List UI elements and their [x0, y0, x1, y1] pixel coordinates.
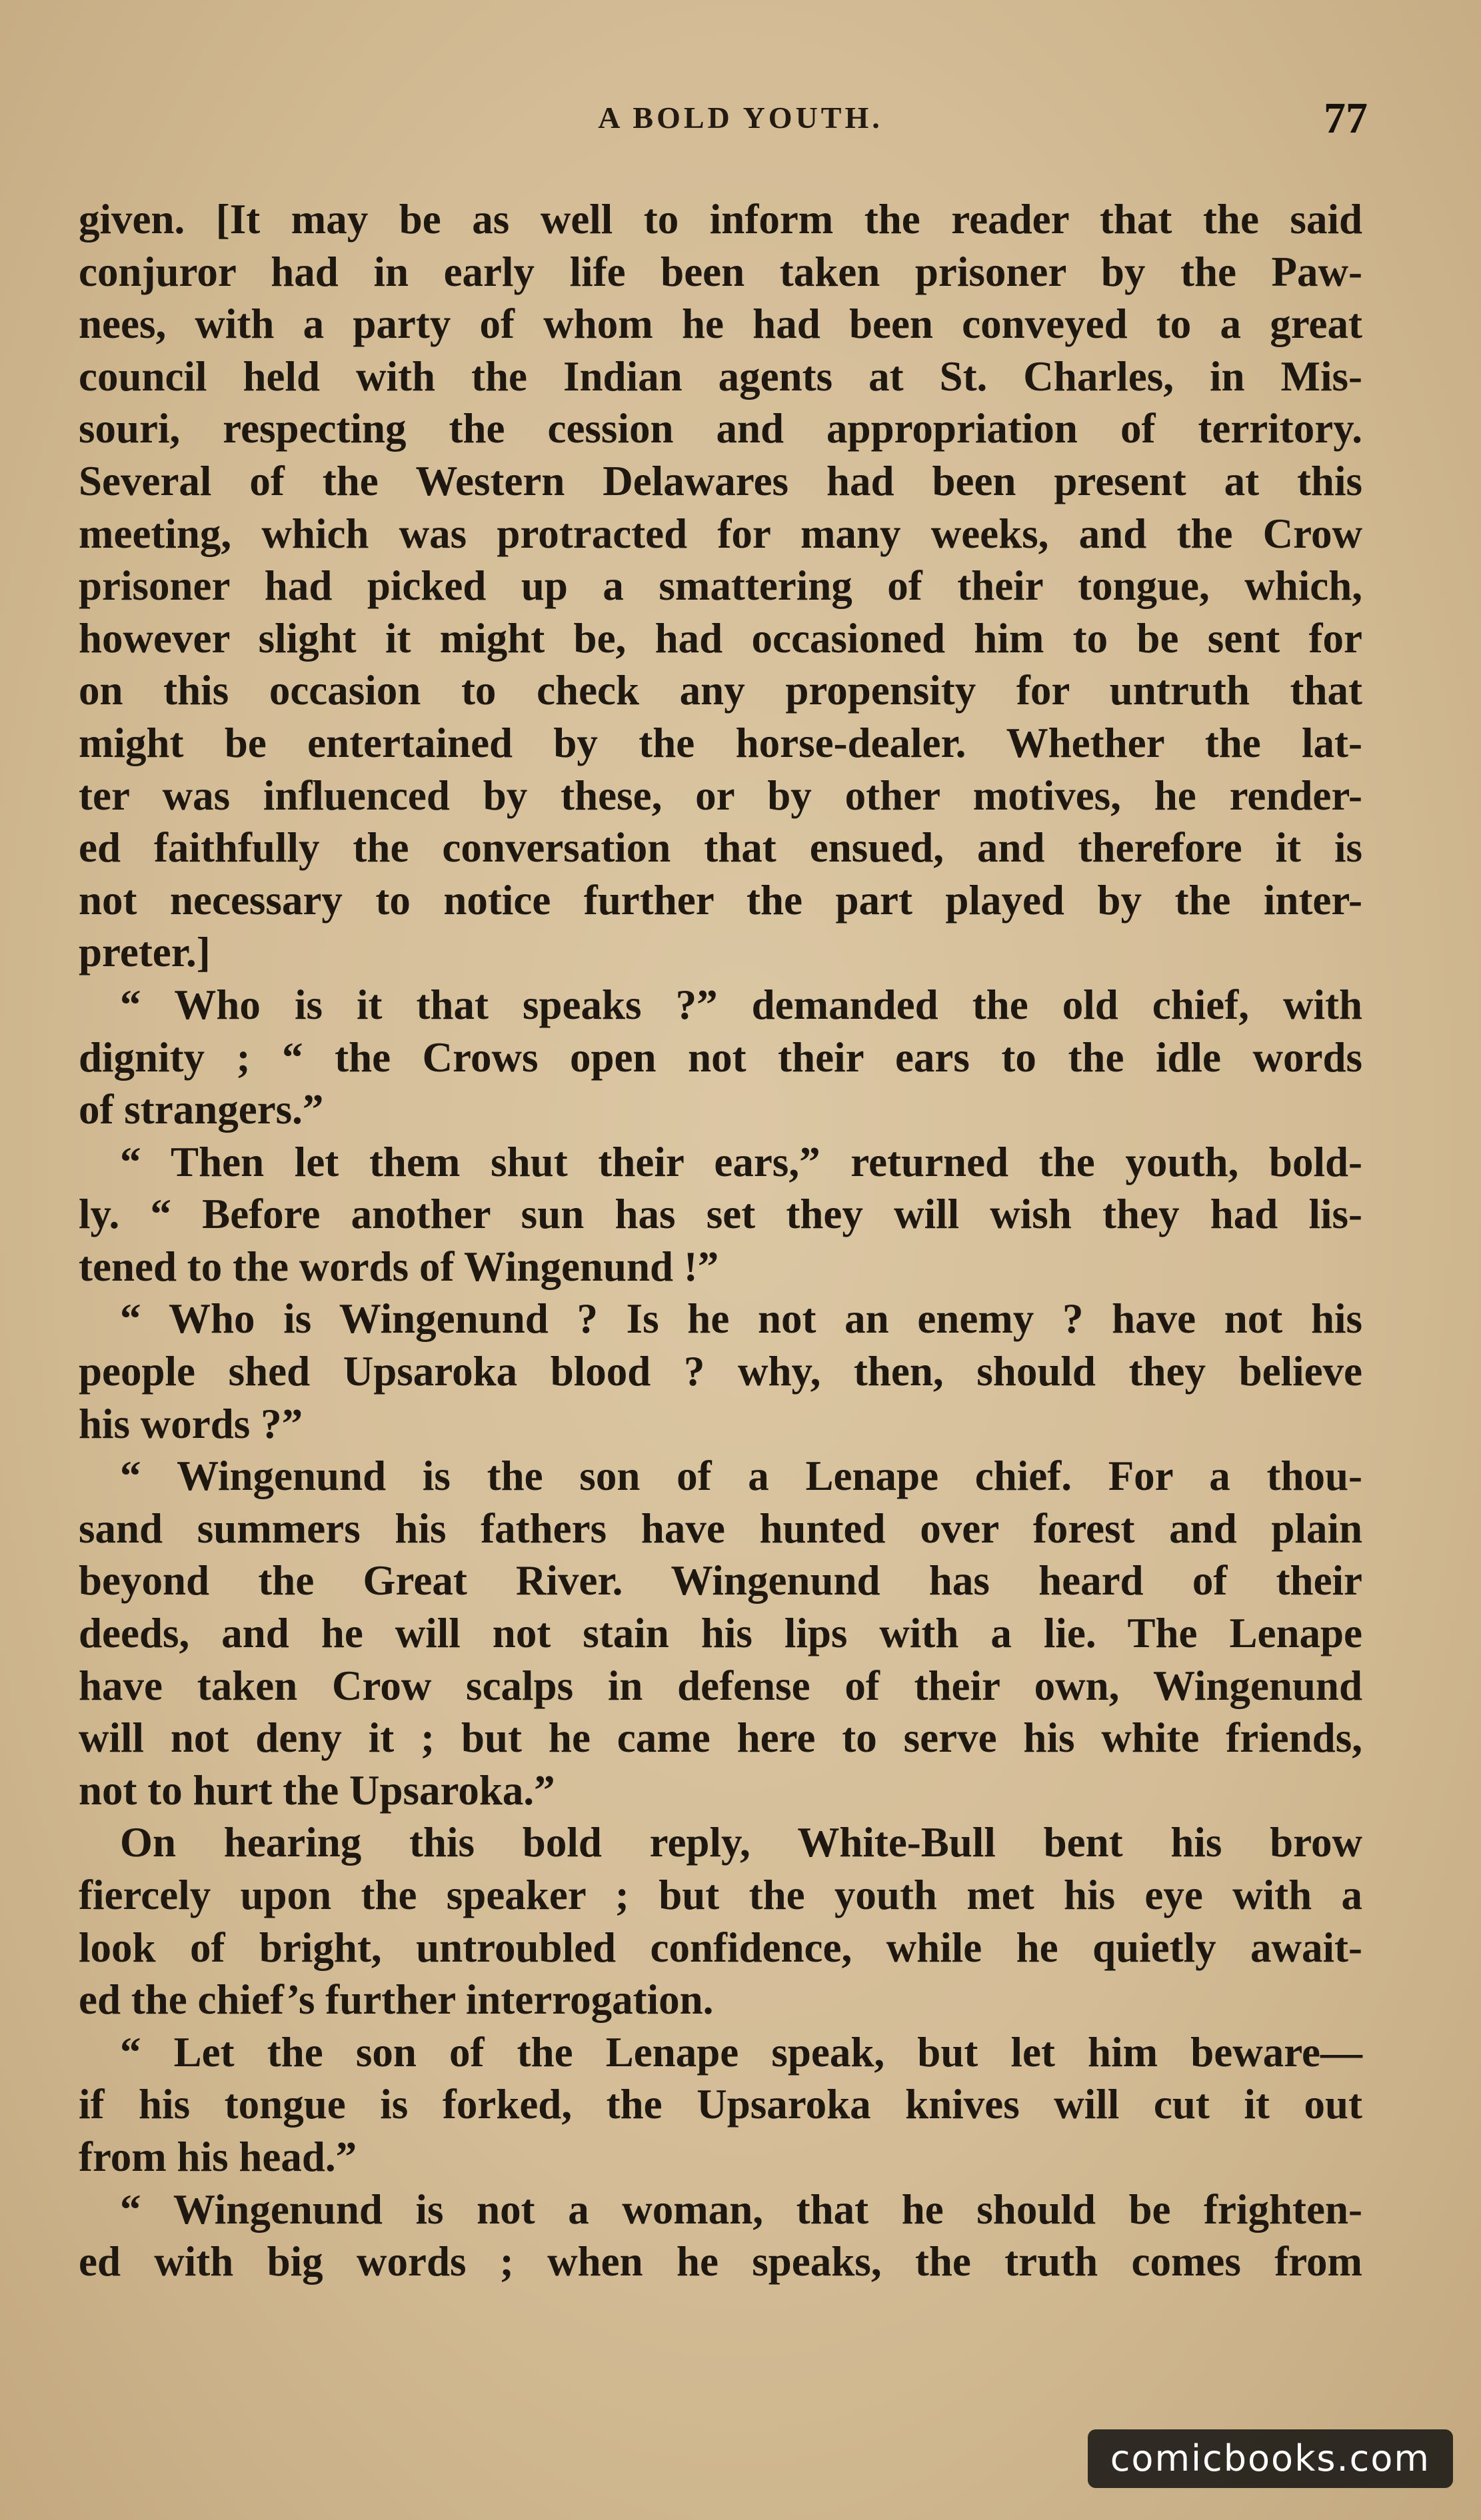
- text-line: not to hurt the Upsaroka.”: [79, 1766, 555, 1814]
- body-text: [79, 193, 1362, 2288]
- text-line: given. [It may be as well to inform the reader that the said: [79, 196, 1362, 243]
- text-line: not necessary to notice further the part played by the inter-: [79, 876, 1362, 924]
- text-line: On hearing this bold reply, White-Bull bent his brow: [120, 1819, 1362, 1866]
- text-line: ter was influenced by these, or by other motives, he render-: [79, 772, 1362, 819]
- text-line: tened to the words of Wingenund !”: [79, 1243, 719, 1290]
- text-line: sand summers his fathers have hunted over forest and plain: [79, 1505, 1362, 1552]
- text-line: “ Let the son of the Lenape speak, but let him beware—: [120, 2028, 1362, 2076]
- text-line: will not deny it ; but he came here to serve his white friends,: [79, 1714, 1362, 1762]
- text-line: of strangers.”: [79, 1086, 324, 1133]
- text-line: fiercely upon the speaker ; but the youth met his eye with a: [79, 1872, 1362, 1918]
- running-head: A BOLD YOUTH.: [598, 101, 883, 135]
- text-line: “ Wingenund is the son of a Lenape chief. For a thou-: [120, 1453, 1362, 1500]
- text-line: ed faithfully the conversation that ensued, and therefore it is: [79, 824, 1362, 872]
- text-line: “ Wingenund is not a woman, that he should be frighten-: [120, 2186, 1362, 2233]
- text-line: council held with the Indian agents at St. Charles, in Mis-: [79, 352, 1362, 400]
- text-line: meeting, which was protracted for many weeks, and the Crow: [79, 510, 1362, 557]
- page-number: 77: [1324, 94, 1368, 143]
- text-line: dignity ; “ the Crows open not their ears to the idle words: [79, 1033, 1362, 1081]
- text-line: souri, respecting the cession and appropriation of territory.: [79, 405, 1362, 452]
- text-line: on this occasion to check any propensity for untruth that: [79, 667, 1362, 714]
- text-line: have taken Crow scalps in defense of their own, Wingenund: [79, 1662, 1362, 1709]
- text-line: might be entertained by the horse-dealer. Whether the lat-: [79, 719, 1362, 766]
- text-line: look of bright, untroubled confidence, while he quietly await-: [79, 1924, 1362, 1971]
- text-line: nees, with a party of whom he had been conveyed to a great: [79, 301, 1362, 348]
- text-line: his words ?”: [79, 1400, 303, 1447]
- text-line: “ Then let them shut their ears,” returned the youth, bold-: [120, 1138, 1362, 1185]
- text-line: “ Who is Wingenund ? Is he not an enemy ? have not his: [120, 1295, 1362, 1343]
- text-line: from his head.”: [79, 2133, 357, 2180]
- text-line: deeds, and he will not stain his lips with a lie. The Lenape: [79, 1610, 1362, 1657]
- text-line: preter.]: [79, 929, 211, 976]
- page-header: [0, 93, 1481, 153]
- text-line: prisoner had picked up a smattering of their tongue, which,: [79, 562, 1362, 610]
- text-line: conjuror had in early life been taken prisoner by the Paw-: [79, 248, 1362, 295]
- text-line: if his tongue is forked, the Upsaroka knives will cut it out: [79, 2081, 1362, 2128]
- text-line: however slight it might be, had occasioned him to be sent for: [79, 614, 1362, 662]
- text-line: ed the chief’s further interrogation.: [79, 1976, 714, 2024]
- watermark: comicbooks.com: [1088, 2429, 1453, 2488]
- text-line: beyond the Great River. Wingenund has heard of their: [79, 1557, 1362, 1604]
- text-line: “ Who is it that speaks ?” demanded the old chief, with: [120, 981, 1362, 1028]
- text-line: ly. “ Before another sun has set they will wish they had lis-: [79, 1191, 1362, 1238]
- text-line: ed with big words ; when he speaks, the truth comes from: [79, 2238, 1362, 2285]
- text-line: Several of the Western Delawares had been present at this: [79, 457, 1362, 504]
- text-line: people shed Upsaroka blood ? why, then, should they believe: [79, 1348, 1362, 1395]
